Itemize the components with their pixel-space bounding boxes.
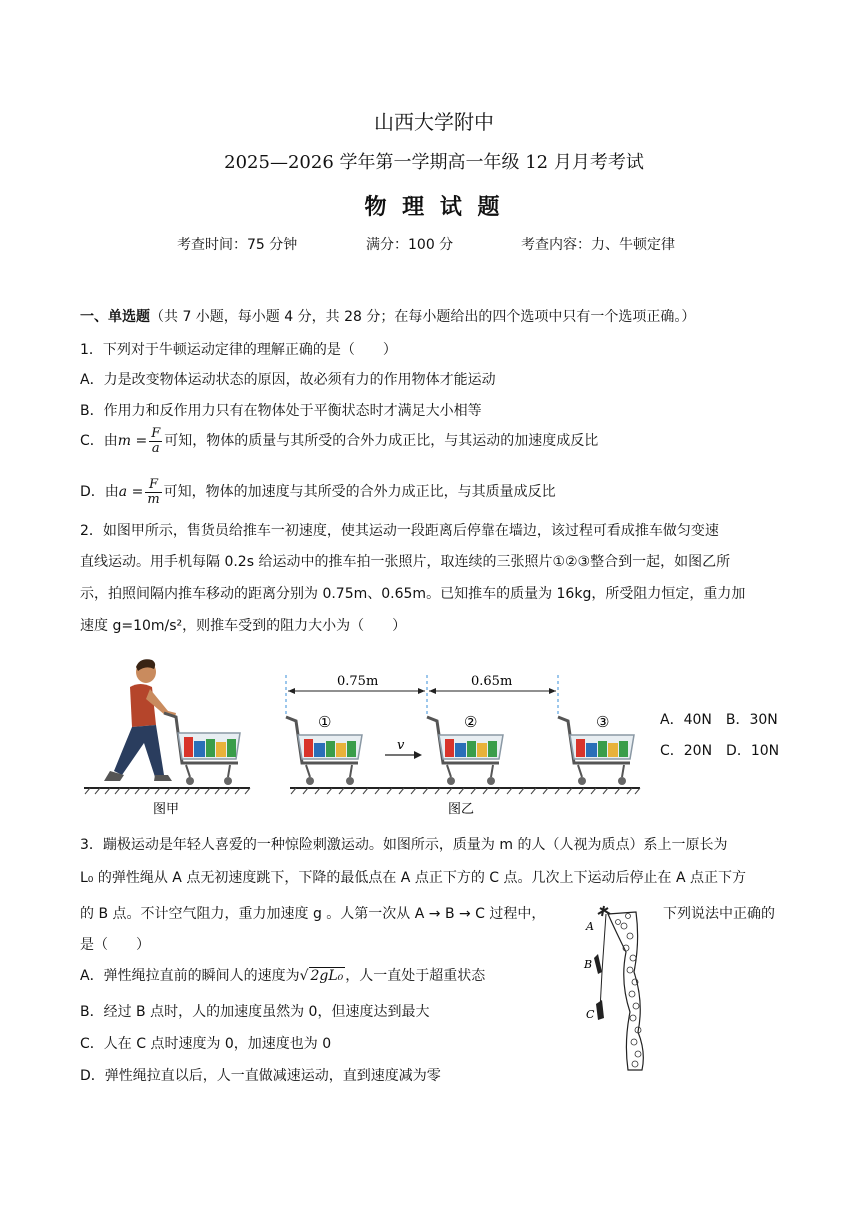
exam-score: 满分：100 分 [366, 237, 454, 253]
q3-option-d: D．弹性绳拉直以后，人一直做减速运动，直到速度减为零 [80, 1068, 441, 1084]
point-a-label: A [586, 920, 594, 933]
school-name: 山西大学附中 [374, 110, 494, 134]
figure-yi [286, 674, 640, 817]
q2-line1: 2．如图甲所示，售货员给推车一初速度，使其运动一段距离后停靠在墙边，该过程可看成推车做匀变速 [80, 523, 719, 539]
marker-3: ③ [596, 713, 610, 731]
q1-c-lhs: m [117, 433, 132, 449]
section-title: 一、单选题 [80, 309, 150, 325]
marker-2: ② [464, 713, 478, 731]
q3-line3b: 下列说法中正确的 [663, 906, 775, 922]
exam-time: 考查时间：75 分钟 [177, 237, 298, 253]
q1-c-fraction [149, 427, 162, 456]
cart-position-3 [558, 713, 634, 785]
q1-c-den: a [151, 440, 160, 456]
q1-d-den: m [147, 491, 160, 507]
q3-line3a: 的 B 点。不计空气阻力，重力加速度 g 。人第一次从 A → B → C 过程中， [80, 906, 546, 922]
cliff [608, 912, 643, 1070]
q3-a-radicand: 2gL₀ [310, 968, 344, 984]
point-b-label: B [584, 958, 593, 971]
q3-line2: L₀ 的弹性绳从 A 点无初速度跳下，下降的最低点在 A 点正下方的 C 点。几次上下运动后停止在 A 点正下方 [80, 870, 746, 886]
q2-options-cd: C．20N D．10N [660, 743, 780, 759]
exam-title: 2025—2026 学年第一学期高一年级 12 月月考考试 [224, 152, 644, 173]
q1-d-fraction [145, 478, 161, 507]
shop-assistant [104, 659, 176, 781]
cart-position-2 [427, 713, 503, 785]
q3-a-prefix: A．弹性绳拉直前的瞬间人的速度为 [80, 968, 300, 984]
velocity-label: v [397, 738, 405, 753]
section-heading [80, 307, 695, 327]
q1-c-text: 可知，物体的质量与其所受的合外力成正比，与其运动的加速度成反比 [164, 433, 599, 449]
q3-line4: 是（ ） [80, 937, 150, 953]
shopping-cart-jia [164, 713, 240, 785]
q2-options-ab: A．40N B．30N [660, 712, 778, 728]
caption-yi: 图乙 [448, 802, 475, 817]
q2-line2: 直线运动。用手机每隔 0.2s 给运动中的推车拍一张照片，取连续的三张照片①②③整合到一起，如图乙所 [80, 554, 731, 570]
q1-d-lhs: a [118, 484, 128, 500]
q3-option-c: C．人在 C 点时速度为 0，加速度也为 0 [80, 1036, 332, 1052]
q1-option-d: D．由a = $\frac{F}{m}$ 可知，物体的加速度与其所受的合外力成正比，与其质量成反比 [80, 476, 556, 507]
q3-line1: 3．蹦极运动是年轻人喜爱的一种惊险刺激运动。如图所示，质量为 m 的人（人视为质点）系上一原长为 [80, 837, 728, 853]
person-at-c [596, 1000, 604, 1020]
bungee-rope [602, 914, 606, 972]
q1-c-num: F [151, 425, 161, 441]
q3-option-b: B．经过 B 点时，人的加速度虽然为 0，但速度达到最大 [80, 1004, 430, 1020]
person-at-b [594, 954, 602, 974]
q1-option-b: B．作用力和反作用力只有在物体处于平衡状态时才满足大小相等 [80, 403, 482, 419]
q2-figure [80, 655, 660, 820]
q1-option-c: C．由m = $\frac{F}{a}$ 可知，物体的质量与其所受的合外力成正比，与其运动的加速度成反比 [80, 425, 599, 456]
q2-line3: 示，拍照间隔内推车移动的距离分别为 0.75m、0.65m。已知推车的质量为 16kg，所受阻力恒定，重力加 [80, 586, 746, 602]
q1-option-a: A．力是改变物体运动状态的原因，故必须有力的作用物体才能运动 [80, 372, 496, 388]
exam-content: 考查内容：力、牛顿定律 [521, 237, 675, 253]
distance-1: 0.75m [337, 674, 379, 689]
q3-a-sqrt: √ 2gL₀ [299, 968, 344, 984]
q1-d-num: F [145, 478, 161, 493]
q1-c-prefix: C．由 [80, 433, 118, 449]
figure-jia [84, 659, 250, 817]
q3-a-suffix: ，人一直处于超重状态 [345, 968, 486, 984]
q1-stem: 1．下列对于牛顿运动定律的理解正确的是（ ） [80, 342, 397, 358]
q1-d-prefix: D．由 [80, 484, 119, 500]
subject-title: 物 理 试 题 [364, 194, 504, 220]
q2-line4: 速度 g=10m/s²，则推车受到的阻力大小为（ ） [80, 618, 407, 634]
caption-jia: 图甲 [153, 802, 180, 817]
q3-option-a [80, 966, 485, 986]
q1-d-text: 可知，物体的加速度与其所受的合外力成正比，与其质量成反比 [163, 484, 556, 500]
section-desc: （共 7 小题，每小题 4 分，共 28 分；在每小题给出的四个选项中只有一个选项正确。） [150, 309, 696, 325]
distance-2: 0.65m [471, 674, 513, 689]
cart-position-1 [286, 713, 362, 785]
point-c-label: C [586, 1008, 595, 1021]
marker-1: ① [318, 713, 332, 731]
q3-figure [580, 902, 660, 1074]
